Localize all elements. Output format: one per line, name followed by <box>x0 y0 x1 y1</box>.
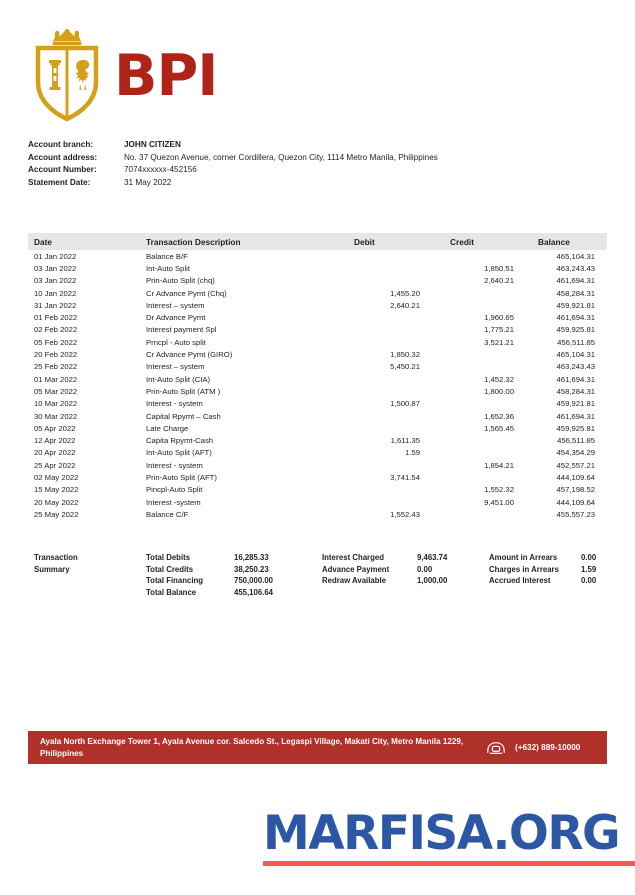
account-details <box>28 139 588 189</box>
table-row <box>28 311 607 323</box>
cell-balance: 463,243.43 <box>556 362 595 372</box>
watermark-text: MARFISA.ORG <box>263 806 620 861</box>
cell-desc: Prncpl - Auto split <box>146 337 206 347</box>
cell-balance: 465,104.31 <box>556 251 595 261</box>
summary-value-redraw-available: 1,000.00 <box>417 576 448 586</box>
cell-debit: 1,850.32 <box>390 350 420 360</box>
cell-balance: 456,511.85 <box>557 436 595 446</box>
cell-balance: 458,284.31 <box>556 386 595 396</box>
summary-title-line2: Summary <box>34 564 70 574</box>
summary-label-total-credits: Total Credits <box>146 564 194 574</box>
cell-balance: 463,243.43 <box>556 263 595 273</box>
header-debit: Debit <box>354 236 375 247</box>
cell-date: 10 Jan 2022 <box>34 288 77 298</box>
account-number-row <box>28 164 588 177</box>
table-row <box>28 385 607 397</box>
summary-title-line1: Transaction <box>34 553 78 563</box>
cell-desc: Pincpl-Auto Split <box>146 485 203 495</box>
watermark-underline-bar <box>263 861 635 866</box>
cell-balance: 459,921.81 <box>556 300 595 310</box>
summary-value-total-balance: 455,106.64 <box>234 588 274 598</box>
telephone-icon <box>485 739 507 757</box>
cell-balance: 461,694.31 <box>556 411 595 421</box>
cell-date: 01 Feb 2022 <box>34 313 78 323</box>
cell-date: 02 Feb 2022 <box>34 325 78 335</box>
cell-debit: 5,450.21 <box>390 362 420 372</box>
cell-credit: 1,800.00 <box>484 386 514 396</box>
cell-date: 31 Jan 2022 <box>34 300 77 310</box>
summary-value-charges-in-arrears: 1.59 <box>581 564 597 574</box>
summary-label-advance-payment: Advance Payment <box>322 564 390 574</box>
table-row <box>28 250 607 262</box>
cell-desc: Capita Rpymt-Cash <box>146 436 214 446</box>
cell-date: 12 Apr 2022 <box>34 436 76 446</box>
account-number-value: 7074xxxxxx-452156 <box>124 165 197 175</box>
cell-debit: 3,741.54 <box>390 472 420 482</box>
summary-value-interest-charged: 9,463.74 <box>417 553 448 563</box>
bpi-logo <box>28 22 217 126</box>
cell-balance: 444,109.64 <box>556 472 595 482</box>
cell-balance: 461,694.31 <box>556 313 595 323</box>
cell-credit: 1,775.21 <box>484 325 514 335</box>
cell-desc: Late Charge <box>146 423 189 433</box>
cell-desc: Int-Auto Split <box>146 263 191 273</box>
cell-desc: Interest -system <box>146 497 201 507</box>
account-address-row <box>28 152 588 165</box>
table-row <box>28 410 607 422</box>
table-body <box>28 250 607 521</box>
cell-date: 20 Feb 2022 <box>34 350 78 360</box>
cell-date: 05 Apr 2022 <box>34 423 76 433</box>
cell-debit: 1,611.35 <box>390 436 420 446</box>
statement-date-row <box>28 177 588 190</box>
summary-label-total-debits: Total Debits <box>146 553 191 563</box>
summary-value-total-credits: 38,250.23 <box>234 564 269 574</box>
cell-desc: Int-Auto Split (CIA) <box>146 374 211 384</box>
table-row <box>28 262 607 274</box>
cell-balance: 456,511.85 <box>557 337 595 347</box>
summary-value-total-financing: 750,000.00 <box>234 576 274 586</box>
cell-desc: Interest - system <box>146 399 203 409</box>
cell-date: 05 Feb 2022 <box>34 337 78 347</box>
cell-date: 15 May 2022 <box>34 485 79 495</box>
summary-label-accrued-interest: Accrued Interest <box>489 576 551 586</box>
cell-credit: 2,640.21 <box>484 276 514 286</box>
table-header-row <box>28 233 607 250</box>
account-branch-label: Account branch: <box>28 140 94 149</box>
cell-desc: Cr Advance Pymt (GIRO) <box>146 350 233 360</box>
footer-bar <box>28 731 607 764</box>
statement-date-label: Statement Date: <box>28 177 91 187</box>
marfisa-watermark <box>263 808 635 866</box>
table-row <box>28 508 607 520</box>
footer-phone: (+632) 889-10000 <box>515 743 581 752</box>
table-row <box>28 447 607 459</box>
summary-row <box>28 575 607 587</box>
cell-date: 01 Jan 2022 <box>34 251 77 261</box>
cell-desc: Prin-Auto Split (AFT) <box>146 472 217 482</box>
footer-address: Ayala North Exchange Tower 1, Ayala Avenue cor. Salcedo St., Legaspi Village, Makati City, Metro Manila 1229, Philippines <box>40 737 464 758</box>
cell-balance: 444,109.64 <box>556 497 595 507</box>
statement-date-value: 31 May 2022 <box>124 177 172 187</box>
header-description: Transaction Description <box>146 236 241 247</box>
cell-desc: Balance C/F <box>146 509 189 519</box>
cell-date: 20 Apr 2022 <box>34 448 76 458</box>
header-balance: Balance <box>538 236 570 247</box>
cell-debit: 1,455.20 <box>390 288 420 298</box>
cell-credit: 1,960.65 <box>484 313 514 323</box>
account-number-label: Account Number: <box>28 165 97 175</box>
cell-date: 05 Mar 2022 <box>34 386 78 396</box>
cell-balance: 461,694.31 <box>556 276 595 286</box>
transactions-table <box>28 233 607 521</box>
cell-balance: 459,921.81 <box>556 399 595 409</box>
cell-balance: 455,557.23 <box>556 509 595 519</box>
cell-date: 25 May 2022 <box>34 509 79 519</box>
cell-desc: Capital Rpymt – Cash <box>146 411 221 421</box>
summary-value-advance-payment: 0.00 <box>417 564 433 574</box>
cell-credit: 1,452.32 <box>484 374 514 384</box>
cell-debit: 1.59 <box>405 448 420 458</box>
cell-debit: 1,552.43 <box>390 509 420 519</box>
table-row <box>28 275 607 287</box>
table-row <box>28 398 607 410</box>
cell-desc: Prin-Auto Split (ATM ) <box>146 386 221 396</box>
cell-date: 30 Mar 2022 <box>34 411 78 421</box>
cell-balance: 461,694.31 <box>556 374 595 384</box>
cell-balance: 465,104.31 <box>556 350 595 360</box>
cell-desc: Interest – system <box>146 300 205 310</box>
cell-balance: 454,354.29 <box>556 448 595 458</box>
summary-value-accrued-interest: 0.00 <box>581 576 597 586</box>
table-row <box>28 361 607 373</box>
cell-credit: 9,451.00 <box>484 497 514 507</box>
bpi-crest-icon <box>28 24 106 124</box>
cell-desc: Interest payment Spl <box>146 325 217 335</box>
cell-desc: Prin-Auto Split (chq) <box>146 276 215 286</box>
table-row <box>28 348 607 360</box>
cell-date: 25 Feb 2022 <box>34 362 78 372</box>
cell-credit: 1,850.51 <box>484 263 514 273</box>
table-row <box>28 299 607 311</box>
cell-desc: Balance B/F <box>146 251 188 261</box>
summary-label-total-financing: Total Financing <box>146 576 204 586</box>
cell-date: 20 May 2022 <box>34 497 79 507</box>
header-credit: Credit <box>450 236 474 247</box>
cell-desc: Dr Advance Pymt <box>146 313 206 323</box>
table-row <box>28 373 607 385</box>
table-row <box>28 324 607 336</box>
transaction-summary <box>28 552 607 598</box>
cell-desc: Interest - system <box>146 460 203 470</box>
summary-row <box>28 552 607 564</box>
cell-balance: 457,198.52 <box>556 485 595 495</box>
table-row <box>28 459 607 471</box>
summary-label-interest-charged: Interest Charged <box>322 553 384 563</box>
table-row <box>28 422 607 434</box>
cell-date: 01 Mar 2022 <box>34 374 78 384</box>
cell-desc: Cr Advance Pymt (Chq) <box>146 288 227 298</box>
account-address-label: Account address: <box>28 152 98 162</box>
table-row <box>28 336 607 348</box>
cell-date: 02 May 2022 <box>34 472 79 482</box>
summary-label-redraw-available: Redraw Available <box>322 576 386 586</box>
cell-debit: 2,640.21 <box>390 300 420 310</box>
summary-label-amount-in-arrears: Amount in Arrears <box>489 553 558 563</box>
account-address-value: No. 37 Quezon Avenue, corner Cordillera, Quezon City, 1114 Metro Manila, Philippines <box>124 152 438 162</box>
table-row <box>28 471 607 483</box>
summary-row <box>28 587 607 599</box>
cell-credit: 1,552.32 <box>484 485 514 495</box>
cell-date: 10 Mar 2022 <box>34 399 78 409</box>
cell-desc: Int-Auto Split (AFT) <box>146 448 212 458</box>
cell-credit: 3,521.21 <box>484 337 514 347</box>
summary-label-charges-in-arrears: Charges in Arrears <box>489 564 559 574</box>
account-branch-row <box>28 139 588 152</box>
cell-balance: 458,284.31 <box>556 288 595 298</box>
account-branch-value: JOHN CITIZEN <box>124 140 181 149</box>
summary-row <box>28 564 607 576</box>
summary-value-total-debits: 16,285.33 <box>234 553 269 563</box>
table-row <box>28 434 607 446</box>
cell-credit: 1,854.21 <box>484 460 514 470</box>
cell-balance: 459,925.81 <box>556 325 595 335</box>
summary-value-amount-in-arrears: 0.00 <box>581 553 597 563</box>
cell-balance: 459,925.81 <box>556 423 595 433</box>
cell-date: 03 Jan 2022 <box>34 263 77 273</box>
cell-balance: 452,557.21 <box>556 460 595 470</box>
cell-date: 03 Jan 2022 <box>34 276 77 286</box>
summary-label-total-balance: Total Balance <box>146 588 197 598</box>
cell-desc: Interest – system <box>146 362 205 372</box>
header-date: Date <box>34 236 52 247</box>
cell-credit: 1,652.36 <box>484 411 514 421</box>
cell-date: 25 Apr 2022 <box>34 460 76 470</box>
table-row <box>28 484 607 496</box>
cell-debit: 1,500.87 <box>390 399 420 409</box>
table-row <box>28 496 607 508</box>
table-row <box>28 287 607 299</box>
cell-credit: 1,565.45 <box>484 423 514 433</box>
bpi-wordmark: BPI <box>114 42 218 109</box>
